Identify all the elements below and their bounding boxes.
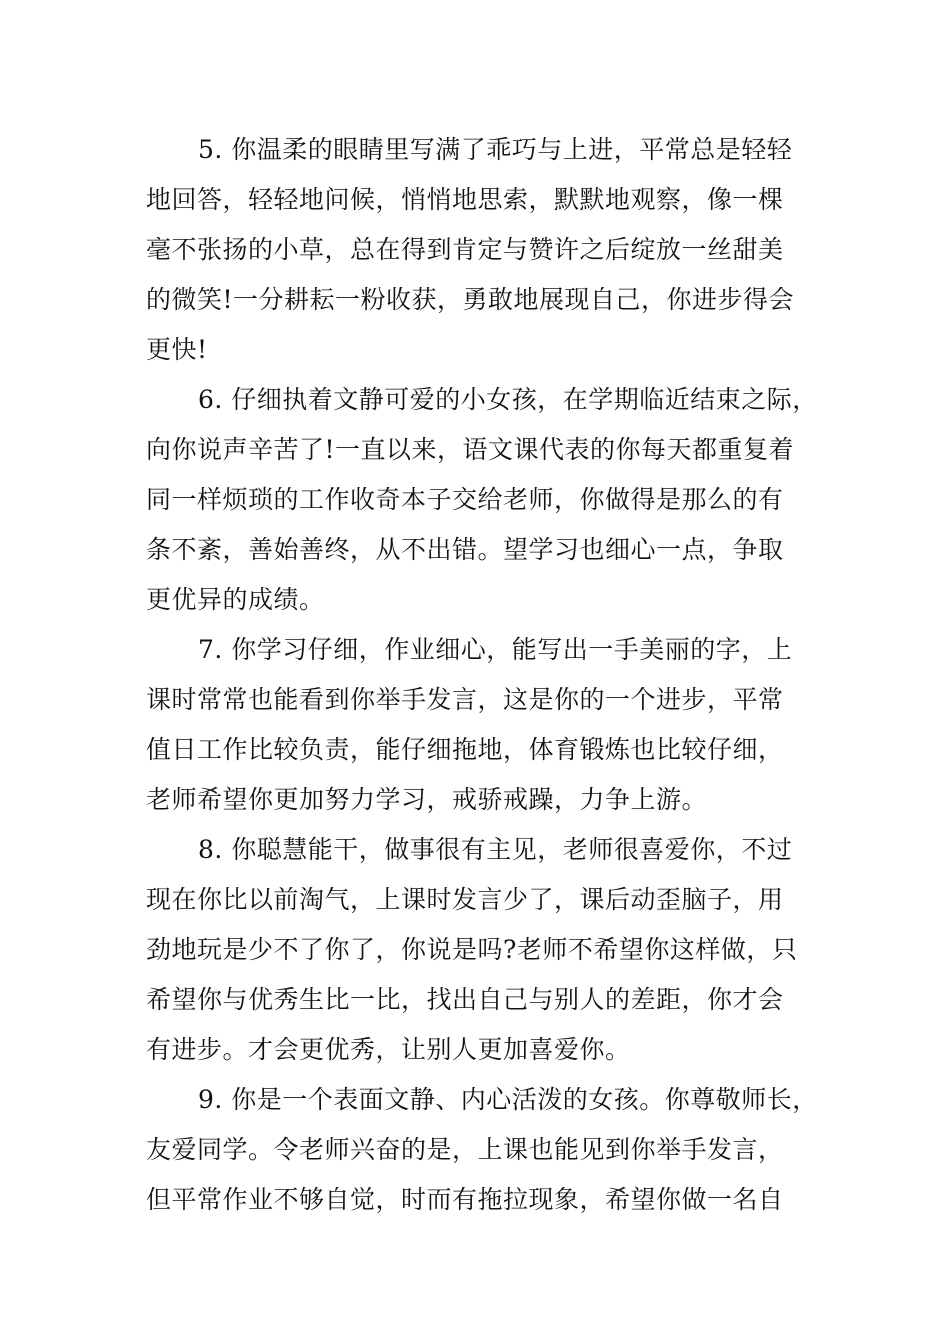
paragraph-line: 5. 你温柔的眼睛里写满了乖巧与上进，平常总是轻轻 (198, 135, 793, 164)
paragraph-line: 的微笑!一分耕耘一粉收获，勇敢地展现自己，你进步得会 (146, 285, 795, 314)
paragraph-line: 老师希望你更加努力学习，戒骄戒躁，力争上游。 (146, 785, 708, 814)
comment-paragraph-5 (146, 125, 808, 375)
comment-paragraph-6 (146, 375, 818, 625)
paragraph-line: 8. 你聪慧能干，做事很有主见，老师很喜爱你，不过 (198, 835, 793, 864)
paragraph-line: 7. 你学习仔细，作业细心，能写出一手美丽的字，上 (198, 635, 793, 664)
paragraph-line: 更快! (146, 335, 208, 364)
paragraph-line: 同一样烦琐的工作收奇本子交给老师，你做得是那么的有 (146, 485, 784, 514)
paragraph-line: 友爱同学。令老师兴奋的是，上课也能见到你举手发言， (146, 1135, 784, 1164)
paragraph-line: 毫不张扬的小草，总在得到肯定与赞许之后绽放一丝甜美 (146, 235, 784, 264)
paragraph-line: 9. 你是一个表面文静、内心活泼的女孩。你尊敬师长， (198, 1085, 818, 1114)
paragraph-line: 劲地玩是少不了你了，你说是吗?老师不希望你这样做，只 (146, 935, 798, 964)
paragraph-line: 希望你与优秀生比一比，找出自己与别人的差距，你才会 (146, 985, 784, 1014)
paragraph-line: 6. 仔细执着文静可爱的小女孩，在学期临近结束之际， (198, 385, 818, 414)
paragraph-line: 课时常常也能看到你举手发言，这是你的一个进步，平常 (146, 685, 784, 714)
paragraph-line: 现在你比以前淘气，上课时发言少了，课后动歪脑子，用 (146, 885, 784, 914)
document-body (146, 125, 818, 1225)
paragraph-line: 更优异的成绩。 (146, 585, 325, 614)
paragraph-line: 值日工作比较负责，能仔细拖地，体育锻炼也比较仔细， (146, 735, 784, 764)
paragraph-line: 地回答，轻轻地问候，悄悄地思索，默默地观察，像一棵 (146, 185, 784, 214)
comment-paragraph-7 (146, 625, 808, 825)
paragraph-line: 向你说声辛苦了!一直以来，语文课代表的你每天都重复着 (146, 435, 795, 464)
paragraph-line: 条不紊，善始善终，从不出错。望学习也细心一点，争取 (146, 535, 784, 564)
comment-paragraph-9 (146, 1075, 818, 1225)
comment-paragraph-8 (146, 825, 808, 1075)
paragraph-line: 有进步。才会更优秀，让别人更加喜爱你。 (146, 1035, 631, 1064)
paragraph-line: 但平常作业不够自觉，时而有拖拉现象，希望你做一名自 (146, 1185, 784, 1214)
